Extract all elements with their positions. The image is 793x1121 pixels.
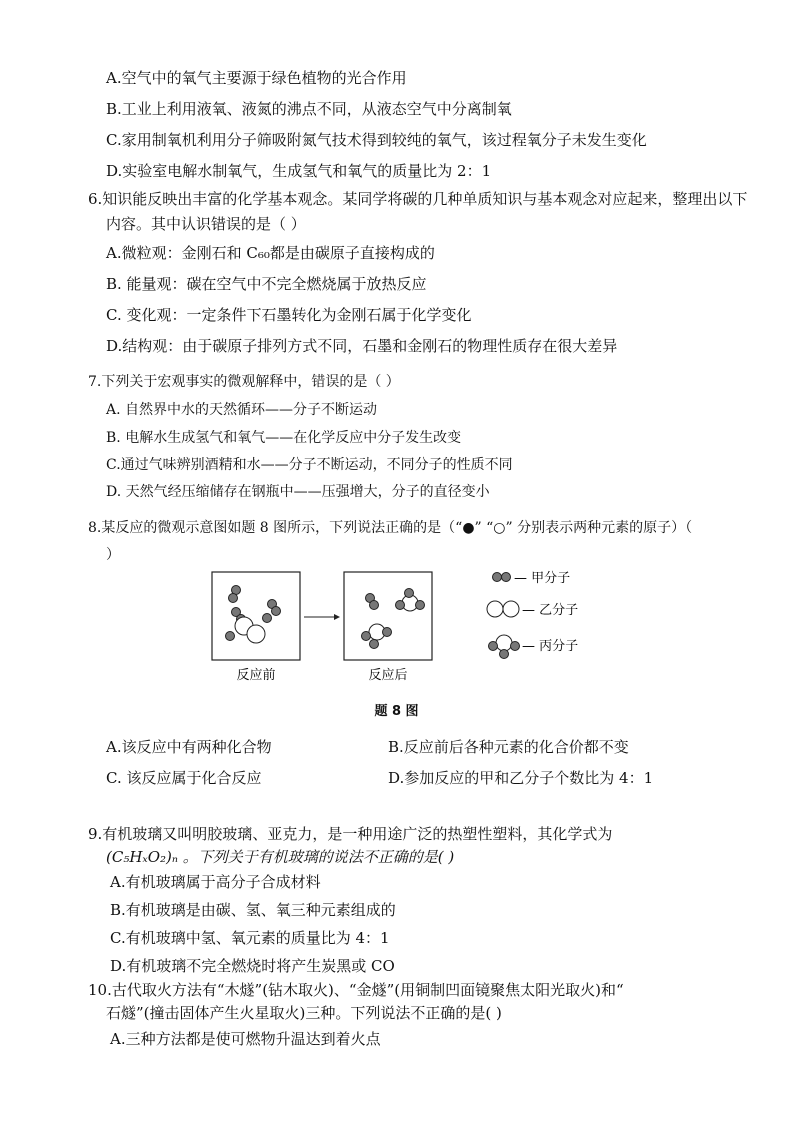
q6-option-d: D.结构观：由于碳原子排列方式不同，石墨和金刚石的物理性质存在很大差异 [106, 337, 618, 355]
q10-option-a: A.三种方法都是使可燃物升温达到着火点 [110, 1030, 381, 1048]
q6-option-b: B. 能量观：碳在空气中不完全燃烧属于放热反应 [106, 275, 427, 293]
q10-stem-cont: 石燧”(撞击固体产生火星取火)三种。下列说法不正确的是( ) [106, 1004, 502, 1022]
q6-option-a: A.微粒观：金刚石和 C₆₀都是由碳原子直接构成的 [106, 244, 435, 262]
q7-option-d: D. 天然气经压缩储存在钢瓶中——压强增大，分子的直径变小 [106, 484, 490, 500]
molecules-before [226, 586, 281, 644]
q9-stem-cont: (C₅HₓO₂)ₙ 。下列关于有机玻璃的说法不正确的是( ) [106, 848, 455, 866]
q10-stem: 10.古代取火方法有“木燧”(钻木取火)、“金燧”(用铜制凹面镜聚焦太阳光取火)和“ [88, 981, 624, 999]
q8-option-d: D.参加反应的甲和乙分子个数比为 4：1 [388, 769, 654, 787]
q7-stem: 7.下列关于宏观事实的微观解释中，错误的是（ ） [88, 374, 400, 390]
legend-bing-label: — 丙分子 [522, 639, 579, 654]
q8-option-c: C. 该反应属于化合反应 [106, 769, 262, 787]
label-before: 反应前 [236, 668, 276, 683]
box-after [344, 572, 432, 660]
q9-option-d: D.有机玻璃不完全燃烧时将产生炭黑或 CO [110, 957, 395, 975]
molecules-after [362, 589, 425, 649]
figure-caption: 题 8 图 [374, 704, 419, 719]
q9-option-b: B.有机玻璃是由碳、氢、氧三种元素组成的 [110, 901, 396, 919]
q7-option-c: C.通过气味辨别酒精和水——分子不断运动，不同分子的性质不同 [106, 457, 513, 473]
q8-stem-cont: ） [106, 547, 120, 563]
q7-option-a: A. 自然界中水的天然循环——分子不断运动 [106, 402, 378, 418]
box-before [212, 572, 300, 660]
q5-option-d: D.实验室电解水制氧气，生成氢气和氧气的质量比为 2：1 [106, 162, 492, 180]
q5-option-b: B.工业上利用液氧、液氮的沸点不同，从液态空气中分离制氧 [106, 100, 512, 118]
reaction-diagram [0, 560, 793, 720]
q9-option-a: A.有机玻璃属于高分子合成材料 [110, 873, 321, 891]
legend-yi-label: — 乙分子 [522, 603, 579, 618]
legend-yi [487, 601, 519, 617]
q7-option-b: B. 电解水生成氢气和氧气——在化学反应中分子发生改变 [106, 430, 462, 446]
q5-option-c: C.家用制氧机利用分子筛吸附氮气技术得到较纯的氧气，该过程氧分子未发生变化 [106, 131, 647, 149]
q8-stem: 8.某反应的微观示意图如题 8 图所示，下列说法正确的是（“●” “○” 分别表示两种元素的原子）（ [88, 520, 693, 536]
q8-option-a: A.该反应中有两种化合物 [106, 738, 272, 756]
legend-bing [489, 635, 520, 659]
q6-stem-cont: 内容。其中认识错误的是（ ） [106, 215, 306, 233]
label-after: 反应后 [368, 668, 408, 683]
q9-option-c: C.有机玻璃中氢、氧元素的质量比为 4：1 [110, 929, 390, 947]
arrow-head [334, 614, 340, 620]
q9-stem: 9.有机玻璃又叫明胶玻璃、亚克力，是一种用途广泛的热塑性塑料，其化学式为 [88, 825, 613, 843]
q6-stem: 6.知识能反映出丰富的化学基本观念。某同学将碳的几种单质知识与基本观念对应起来，整理出以下 [88, 190, 748, 208]
q6-option-c: C. 变化观：一定条件下石墨转化为金刚石属于化学变化 [106, 306, 472, 324]
legend-jia-label: — 甲分子 [514, 571, 571, 586]
q8-option-b: B.反应前后各种元素的化合价都不变 [388, 738, 629, 756]
legend-jia [493, 573, 511, 582]
q5-option-a: A.空气中的氧气主要源于绿色植物的光合作用 [106, 69, 407, 87]
